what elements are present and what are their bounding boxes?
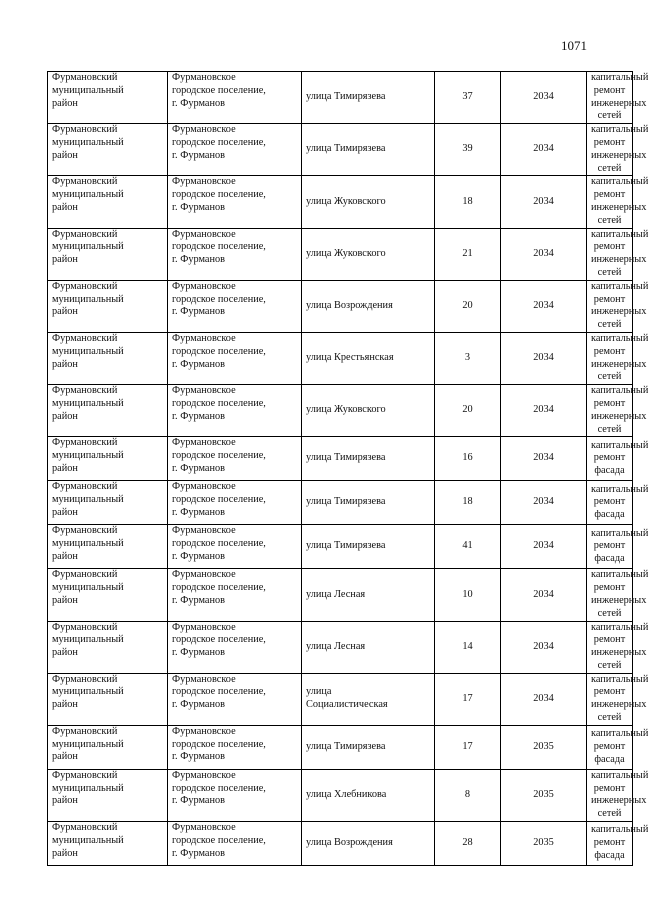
district-line: муниципальный <box>52 293 124 305</box>
district-line: Фурмановский <box>52 437 118 449</box>
district-line: район <box>52 254 78 266</box>
settlement-line: городское поселение, <box>172 189 266 201</box>
district-line: Фурмановский <box>52 673 118 685</box>
work-type-line: инженерных <box>591 149 647 161</box>
settlement-line: г. Фурманов <box>172 795 226 807</box>
district-line: район <box>52 97 78 109</box>
district-cell <box>48 725 168 769</box>
district-cell <box>48 481 168 525</box>
district-cell <box>48 569 168 621</box>
settlement-line: г. Фурманов <box>172 506 226 518</box>
year-cell: 2035 <box>501 725 587 769</box>
street-cell <box>302 228 435 280</box>
district-line: район <box>52 594 78 606</box>
district-line: Фурмановский <box>52 228 118 240</box>
street-line: улица <box>306 686 332 698</box>
table-row <box>48 72 633 124</box>
table-row <box>48 481 633 525</box>
house-number-cell: 28 <box>435 822 501 866</box>
table-row <box>48 228 633 280</box>
street-line: улица Тимирязева <box>306 740 386 752</box>
street-cell <box>302 176 435 228</box>
street-cell <box>302 822 435 866</box>
district-line: Фурмановский <box>52 72 118 83</box>
district-line: муниципальный <box>52 738 124 750</box>
settlement-cell <box>168 481 302 525</box>
settlement-line: г. Фурманов <box>172 751 226 763</box>
settlement-line: Фурмановское <box>172 725 236 737</box>
district-line: муниципальный <box>52 189 124 201</box>
work-type-line: капитальный <box>591 824 648 836</box>
work-type-cell <box>587 822 648 866</box>
house-number-cell: 14 <box>435 621 501 673</box>
district-line: район <box>52 462 78 474</box>
settlement-line: Фурмановское <box>172 280 236 292</box>
district-cell <box>48 769 168 821</box>
settlement-cell <box>168 822 302 866</box>
settlement-line: городское поселение, <box>172 136 266 148</box>
district-line: муниципальный <box>52 136 124 148</box>
settlement-line: городское поселение, <box>172 538 266 550</box>
work-type-line: капитальный <box>591 569 648 581</box>
work-type-cell <box>587 621 648 673</box>
district-cell <box>48 437 168 481</box>
district-line: район <box>52 506 78 518</box>
work-type-line: капитальный <box>591 124 648 136</box>
work-type-line: ремонт фасада <box>593 496 626 521</box>
district-cell <box>48 673 168 725</box>
district-line: Фурмановский <box>52 280 118 292</box>
street-cell <box>302 72 435 124</box>
work-type-line: ремонт фасада <box>593 837 626 861</box>
settlement-line: г. Фурманов <box>172 97 226 109</box>
settlement-line: г. Фурманов <box>172 647 226 659</box>
year-cell: 2034 <box>501 280 587 332</box>
year-cell: 2034 <box>501 124 587 176</box>
work-type-cell <box>587 332 648 384</box>
settlement-cell <box>168 569 302 621</box>
street-cell <box>302 569 435 621</box>
street-line: Социалистическая <box>306 699 388 711</box>
table-body <box>48 72 648 866</box>
district-line: муниципальный <box>52 345 124 357</box>
settlement-line: Фурмановское <box>172 769 236 781</box>
district-line: муниципальный <box>52 538 124 550</box>
work-type-cell <box>587 124 648 176</box>
year-cell: 2034 <box>501 385 587 437</box>
year-cell: 2035 <box>501 822 587 866</box>
street-cell <box>302 673 435 725</box>
settlement-line: Фурмановское <box>172 176 236 188</box>
district-line: Фурмановский <box>52 176 118 188</box>
settlement-cell <box>168 673 302 725</box>
settlement-line: г. Фурманов <box>172 306 226 318</box>
table-row <box>48 569 633 621</box>
house-number-cell: 10 <box>435 569 501 621</box>
settlement-cell <box>168 228 302 280</box>
work-type-line: сетей <box>597 214 622 226</box>
year-cell: 2035 <box>501 769 587 821</box>
street-line: улица Крестьянская <box>306 352 394 364</box>
district-cell <box>48 822 168 866</box>
work-type-line: ремонт <box>593 189 626 201</box>
year-cell: 2034 <box>501 481 587 525</box>
district-line: муниципальный <box>52 450 124 462</box>
settlement-line: г. Фурманов <box>172 550 226 562</box>
settlement-line: г. Фурманов <box>172 149 226 161</box>
settlement-line: Фурмановское <box>172 569 236 581</box>
district-cell <box>48 124 168 176</box>
house-number-cell: 21 <box>435 228 501 280</box>
work-type-line: капитальный <box>591 228 648 240</box>
street-cell <box>302 280 435 332</box>
settlement-line: г. Фурманов <box>172 358 226 370</box>
settlement-line: городское поселение, <box>172 293 266 305</box>
year-cell: 2034 <box>501 621 587 673</box>
district-cell <box>48 385 168 437</box>
street-cell <box>302 385 435 437</box>
district-line: муниципальный <box>52 634 124 646</box>
street-line: улица Хлебникова <box>306 789 387 801</box>
year-cell: 2034 <box>501 673 587 725</box>
settlement-line: городское поселение, <box>172 634 266 646</box>
work-type-cell <box>587 673 648 725</box>
work-type-line: капитальный <box>591 385 648 397</box>
district-line: Фурмановский <box>52 569 118 581</box>
work-type-line: ремонт <box>593 582 626 594</box>
house-number-cell: 20 <box>435 385 501 437</box>
district-cell <box>48 72 168 124</box>
work-type-line: ремонт <box>593 397 626 409</box>
work-type-line: сетей <box>597 808 622 820</box>
settlement-cell <box>168 725 302 769</box>
table-row <box>48 385 633 437</box>
year-cell: 2034 <box>501 72 587 124</box>
district-line: Фурмановский <box>52 385 118 397</box>
table-row <box>48 769 633 821</box>
district-cell <box>48 228 168 280</box>
work-type-line: капитальный <box>591 527 648 539</box>
settlement-cell <box>168 385 302 437</box>
year-cell: 2034 <box>501 228 587 280</box>
street-cell <box>302 725 435 769</box>
year-cell: 2034 <box>501 569 587 621</box>
work-type-line: инженерных <box>591 97 647 109</box>
street-line: улица Тимирязева <box>306 540 386 552</box>
table-row <box>48 525 633 569</box>
settlement-line: г. Фурманов <box>172 594 226 606</box>
work-type-line: инженерных <box>591 306 647 318</box>
district-line: Фурмановский <box>52 481 118 493</box>
work-type-line: капитальный <box>591 280 648 292</box>
district-cell <box>48 176 168 228</box>
district-cell <box>48 525 168 569</box>
house-number-cell: 39 <box>435 124 501 176</box>
settlement-cell <box>168 124 302 176</box>
settlement-line: Фурмановское <box>172 228 236 240</box>
work-type-line: сетей <box>597 659 622 671</box>
house-number-cell: 20 <box>435 280 501 332</box>
settlement-line: городское поселение, <box>172 241 266 253</box>
settlement-line: Фурмановское <box>172 332 236 344</box>
street-cell <box>302 769 435 821</box>
district-line: район <box>52 751 78 763</box>
work-type-cell <box>587 176 648 228</box>
table-row <box>48 437 633 481</box>
district-cell <box>48 332 168 384</box>
settlement-line: г. Фурманов <box>172 254 226 266</box>
work-type-line: сетей <box>597 110 622 122</box>
district-line: район <box>52 306 78 318</box>
work-type-line: ремонт фасада <box>593 452 626 477</box>
settlement-line: городское поселение, <box>172 450 266 462</box>
settlement-line: Фурмановское <box>172 621 236 633</box>
street-line: улица Лесная <box>306 588 366 600</box>
table-row <box>48 673 633 725</box>
street-cell <box>302 332 435 384</box>
work-type-line: капитальный <box>591 72 648 83</box>
year-cell: 2034 <box>501 437 587 481</box>
settlement-line: городское поселение, <box>172 834 266 846</box>
work-type-line: инженерных <box>591 594 647 606</box>
table-row <box>48 280 633 332</box>
year-cell: 2034 <box>501 525 587 569</box>
street-cell <box>302 124 435 176</box>
settlement-line: городское поселение, <box>172 738 266 750</box>
district-line: район <box>52 410 78 422</box>
settlement-line: Фурмановское <box>172 673 236 685</box>
work-type-line: капитальный <box>591 176 648 188</box>
settlement-line: Фурмановское <box>172 481 236 493</box>
street-cell <box>302 437 435 481</box>
house-number-cell: 16 <box>435 437 501 481</box>
settlement-line: Фурмановское <box>172 72 236 83</box>
district-line: район <box>52 795 78 807</box>
settlement-line: Фурмановское <box>172 385 236 397</box>
settlement-line: городское поселение, <box>172 84 266 96</box>
work-type-cell <box>587 385 648 437</box>
district-line: муниципальный <box>52 834 124 846</box>
settlement-line: г. Фурманов <box>172 699 226 711</box>
settlement-cell <box>168 176 302 228</box>
work-type-line: капитальный <box>591 769 648 781</box>
settlement-cell <box>168 437 302 481</box>
work-type-cell <box>587 437 648 481</box>
work-type-line: ремонт <box>593 136 626 148</box>
street-line: улица Тимирязева <box>306 452 386 464</box>
work-type-line: ремонт <box>593 241 626 253</box>
district-line: Фурмановский <box>52 822 118 834</box>
street-line: улица Лесная <box>306 640 366 652</box>
settlement-line: Фурмановское <box>172 124 236 136</box>
work-type-line: капитальный <box>591 332 648 344</box>
street-line: улица Тимирязева <box>306 143 386 155</box>
street-line: улица Тимирязева <box>306 496 386 508</box>
settlement-cell <box>168 769 302 821</box>
street-line: улица Тимирязева <box>306 91 386 103</box>
district-line: Фурмановский <box>52 124 118 136</box>
district-cell <box>48 280 168 332</box>
work-type-line: инженерных <box>591 254 647 266</box>
work-type-line: ремонт фасада <box>593 740 626 765</box>
work-type-line: ремонт <box>593 345 626 357</box>
district-line: район <box>52 201 78 213</box>
work-type-line: ремонт <box>593 782 626 794</box>
district-line: муниципальный <box>52 494 124 506</box>
settlement-line: Фурмановское <box>172 437 236 449</box>
table-row <box>48 176 633 228</box>
work-type-line: ремонт <box>593 293 626 305</box>
district-line: муниципальный <box>52 582 124 594</box>
settlement-line: городское поселение, <box>172 494 266 506</box>
settlement-cell <box>168 621 302 673</box>
work-type-line: ремонт фасада <box>593 540 626 565</box>
work-type-line: капитальный <box>591 728 648 740</box>
work-type-cell <box>587 228 648 280</box>
work-type-line: капитальный <box>591 439 648 451</box>
district-line: Фурмановский <box>52 621 118 633</box>
settlement-line: городское поселение, <box>172 686 266 698</box>
work-type-line: капитальный <box>591 483 648 495</box>
street-cell <box>302 525 435 569</box>
work-type-line: ремонт <box>593 634 626 646</box>
settlement-cell <box>168 525 302 569</box>
street-line: улица Жуковского <box>306 195 386 207</box>
work-type-line: сетей <box>597 371 622 383</box>
district-line: район <box>52 647 78 659</box>
district-line: муниципальный <box>52 782 124 794</box>
settlement-line: г. Фурманов <box>172 847 226 859</box>
settlement-line: городское поселение, <box>172 782 266 794</box>
table-row <box>48 725 633 769</box>
street-line: улица Возрождения <box>306 837 393 849</box>
settlement-line: городское поселение, <box>172 345 266 357</box>
settlement-line: г. Фурманов <box>172 410 226 422</box>
work-type-line: сетей <box>597 423 622 435</box>
house-number-cell: 18 <box>435 481 501 525</box>
district-line: муниципальный <box>52 84 124 96</box>
district-line: район <box>52 358 78 370</box>
work-type-line: капитальный <box>591 673 648 685</box>
work-type-line: инженерных <box>591 795 647 807</box>
year-cell: 2034 <box>501 332 587 384</box>
work-type-cell <box>587 725 648 769</box>
work-type-cell <box>587 280 648 332</box>
street-cell <box>302 481 435 525</box>
district-line: район <box>52 699 78 711</box>
district-line: район <box>52 550 78 562</box>
street-line: улица Жуковского <box>306 404 386 416</box>
district-line: район <box>52 149 78 161</box>
work-type-line: сетей <box>597 162 622 174</box>
work-type-line: инженерных <box>591 647 647 659</box>
district-cell <box>48 621 168 673</box>
district-line: Фурмановский <box>52 525 118 537</box>
page-number: 1071 <box>561 38 587 53</box>
settlement-cell <box>168 72 302 124</box>
street-cell <box>302 621 435 673</box>
address-table <box>47 71 648 866</box>
work-type-line: сетей <box>597 607 622 619</box>
work-type-cell <box>587 769 648 821</box>
work-type-line: сетей <box>597 266 622 278</box>
settlement-cell <box>168 280 302 332</box>
work-type-line: инженерных <box>591 358 647 370</box>
district-line: район <box>52 847 78 859</box>
district-line: Фурмановский <box>52 769 118 781</box>
street-line: улица Жуковского <box>306 247 386 259</box>
settlement-cell <box>168 332 302 384</box>
district-line: муниципальный <box>52 241 124 253</box>
work-type-line: капитальный <box>591 621 648 633</box>
house-number-cell: 8 <box>435 769 501 821</box>
house-number-cell: 18 <box>435 176 501 228</box>
work-type-cell <box>587 72 648 124</box>
work-type-line: ремонт <box>593 686 626 698</box>
district-line: Фурмановский <box>52 332 118 344</box>
settlement-line: городское поселение, <box>172 397 266 409</box>
work-type-line: инженерных <box>591 699 647 711</box>
work-type-cell <box>587 569 648 621</box>
work-type-cell <box>587 481 648 525</box>
work-type-cell <box>587 525 648 569</box>
work-type-line: инженерных <box>591 201 647 213</box>
table-row <box>48 124 633 176</box>
settlement-line: городское поселение, <box>172 582 266 594</box>
table-row <box>48 332 633 384</box>
district-line: Фурмановский <box>52 725 118 737</box>
house-number-cell: 37 <box>435 72 501 124</box>
house-number-cell: 41 <box>435 525 501 569</box>
house-number-cell: 17 <box>435 725 501 769</box>
table-row <box>48 621 633 673</box>
settlement-line: г. Фурманов <box>172 462 226 474</box>
street-line: улица Возрождения <box>306 299 393 311</box>
work-type-line: ремонт <box>593 84 626 96</box>
table-row <box>48 822 633 866</box>
house-number-cell: 17 <box>435 673 501 725</box>
settlement-line: Фурмановское <box>172 822 236 834</box>
settlement-line: Фурмановское <box>172 525 236 537</box>
work-type-line: сетей <box>597 319 622 331</box>
work-type-line: инженерных <box>591 410 647 422</box>
settlement-line: г. Фурманов <box>172 201 226 213</box>
work-type-line: сетей <box>597 712 622 724</box>
house-number-cell: 3 <box>435 332 501 384</box>
district-line: муниципальный <box>52 686 124 698</box>
year-cell: 2034 <box>501 176 587 228</box>
district-line: муниципальный <box>52 397 124 409</box>
